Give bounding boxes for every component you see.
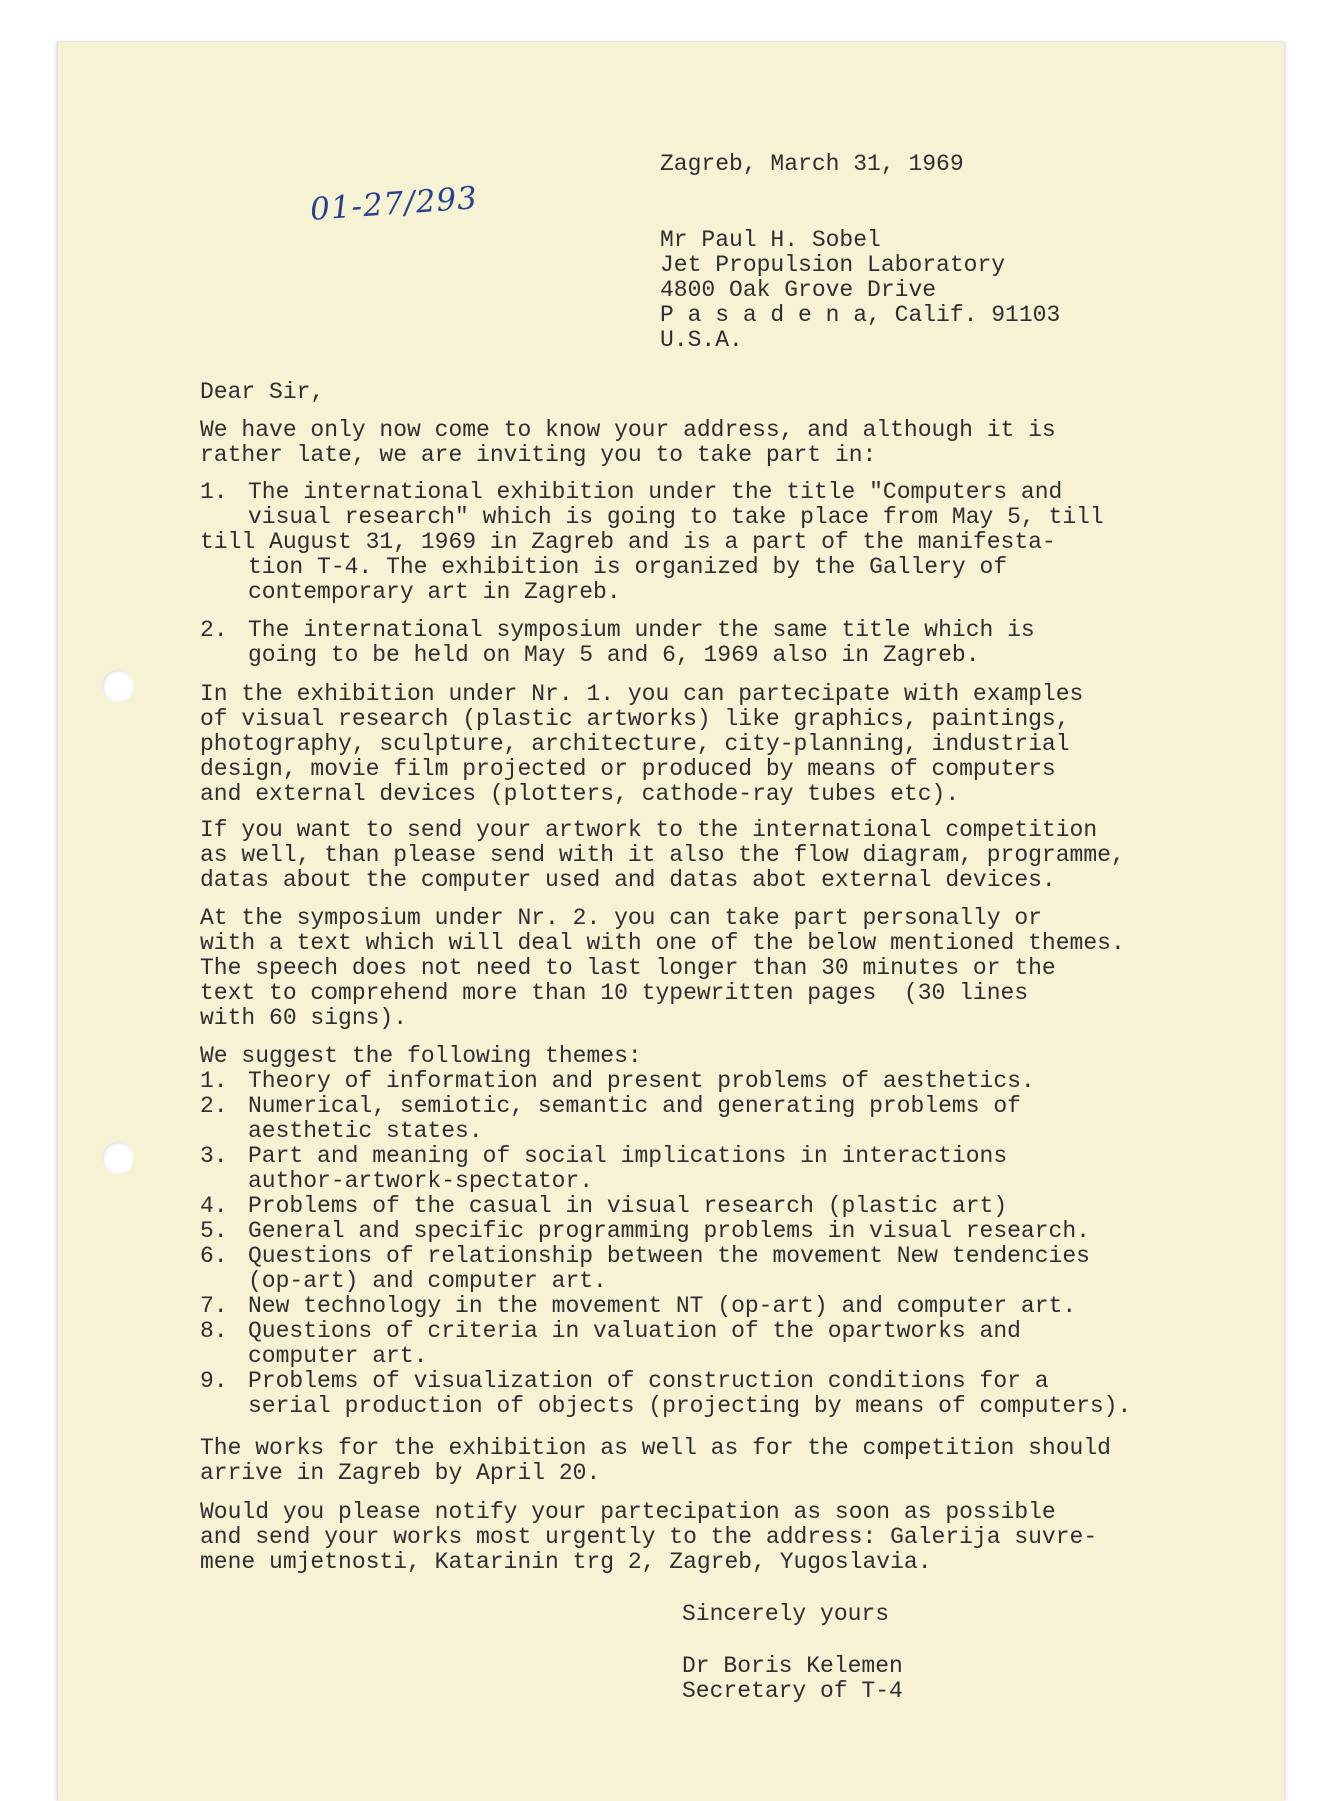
text-line: Would you please notify your partecipation as soon as possible [200,1499,1056,1525]
theme-text: computer art. [248,1343,428,1369]
text-line: as well, than please send with it also the flow diagram, programme, [200,842,1125,868]
text-line: design, movie film projected or produced by means of computers [200,756,1056,782]
competition-paragraph [200,818,1250,893]
punch-hole-bottom [102,1142,134,1174]
theme-text: Part and meaning of social implications in interactions [248,1143,1008,1169]
theme-text: New technology in the movement NT (op-art) and computer art. [248,1293,1077,1319]
text-line: visual research" which is going to take place from May 5, till [248,504,1104,530]
exhibition-paragraph [200,682,1250,807]
text-line: with 60 signs). [200,1005,408,1031]
signature-title: Secretary of T-4 [682,1678,903,1704]
theme-number: 2. [200,1093,228,1119]
address-line: U.S.A. [660,327,743,353]
item-exhibition [200,480,1250,605]
text-line: contemporary art in Zagreb. [248,579,621,605]
text-line: tion T-4. The exhibition is organized by the Gallery of [248,554,1008,580]
text-line: If you want to send your artwork to the international competition [200,817,1098,843]
text-line: The speech does not need to last longer than 30 minutes or the [200,955,1056,981]
theme-number: 7. [200,1293,228,1319]
recipient-address [660,228,1260,353]
signature-block [682,1654,1242,1704]
theme-text: Problems of visualization of construction conditions for a [248,1368,1049,1394]
theme-text: Numerical, semiotic, semantic and generating problems of [248,1093,1021,1119]
theme-number: 8. [200,1318,228,1344]
closing: Sincerely yours [682,1601,890,1627]
theme-text: aesthetic states. [248,1118,483,1144]
theme-text: General and specific programming problems in visual research. [248,1218,1090,1244]
theme-text: serial production of objects (projecting by means of computers). [248,1393,1132,1419]
theme-number: 3. [200,1143,228,1169]
punch-hole-top [102,670,134,702]
text-line: photography, sculpture, architecture, city-planning, industrial [200,731,1070,757]
theme-text: Questions of criteria in valuation of the opartworks and [248,1318,1021,1344]
salutation: Dear Sir, [200,379,325,405]
item-symposium [200,618,1250,668]
theme-number: 6. [200,1243,228,1269]
handwritten-reference-number: 01-27/293 [308,180,480,228]
text-line: At the symposium under Nr. 2. you can take part personally or [200,905,1042,931]
address-line: 4800 Oak Grove Drive [660,277,937,303]
deadline-paragraph [200,1436,1250,1486]
text-line: and external devices (plotters, cathode-ray tubes etc). [200,781,960,807]
intro-paragraph [200,418,1250,468]
item-number: 2. [200,617,228,643]
text-line: text to comprehend more than 10 typewritten pages (30 lines [200,980,1029,1006]
address-line: Jet Propulsion Laboratory [660,252,1006,278]
theme-text: Questions of relationship between the movement New tendencies [248,1243,1090,1269]
text-line: and send your works most urgently to the address: Galerija suvre- [200,1524,1098,1550]
item-number: 1. [200,479,228,505]
text-line: arrive in Zagreb by April 20. [200,1460,601,1486]
text-line: The international exhibition under the title "Computers and [248,479,1063,505]
theme-number: 4. [200,1193,228,1219]
themes-intro: We suggest the following themes: [200,1043,642,1069]
address-line: P a s a d e n a, Calif. 91103 [660,302,1061,328]
theme-text: (op-art) and computer art. [248,1268,607,1294]
symposium-paragraph [200,906,1250,1031]
text-line: with a text which will deal with one of the below mentioned themes. [200,930,1125,956]
date-line: Zagreb, March 31, 1969 [660,151,964,177]
text-line: In the exhibition under Nr. 1. you can partecipate with examples [200,681,1084,707]
text-line: till August 31, 1969 in Zagreb and is a part of the manifesta- [200,529,1056,555]
theme-number: 1. [200,1068,228,1094]
text-line: datas about the computer used and datas abot external devices. [200,867,1056,893]
theme-number: 9. [200,1368,228,1394]
theme-text: author-artwork-spectator. [248,1168,594,1194]
text-line: We have only now come to know your address, and although it is [200,417,1056,443]
theme-text: Problems of the casual in visual research (plastic art) [248,1193,1008,1219]
text-line: of visual research (plastic artworks) like graphics, paintings, [200,706,1070,732]
text-line: going to be held on May 5 and 6, 1969 also in Zagreb. [248,642,980,668]
themes-list [200,1044,1250,1419]
text-line: The works for the exhibition as well as for the competition should [200,1435,1111,1461]
address-line: Mr Paul H. Sobel [660,227,881,253]
signature-name: Dr Boris Kelemen [682,1653,903,1679]
text-line: rather late, we are inviting you to take part in: [200,442,877,468]
notify-paragraph [200,1500,1250,1575]
text-line: mene umjetnosti, Katarinin trg 2, Zagreb, Yugoslavia. [200,1549,932,1575]
theme-text: Theory of information and present problems of aesthetics. [248,1068,1035,1094]
theme-number: 5. [200,1218,228,1244]
text-line: The international symposium under the same title which is [248,617,1035,643]
